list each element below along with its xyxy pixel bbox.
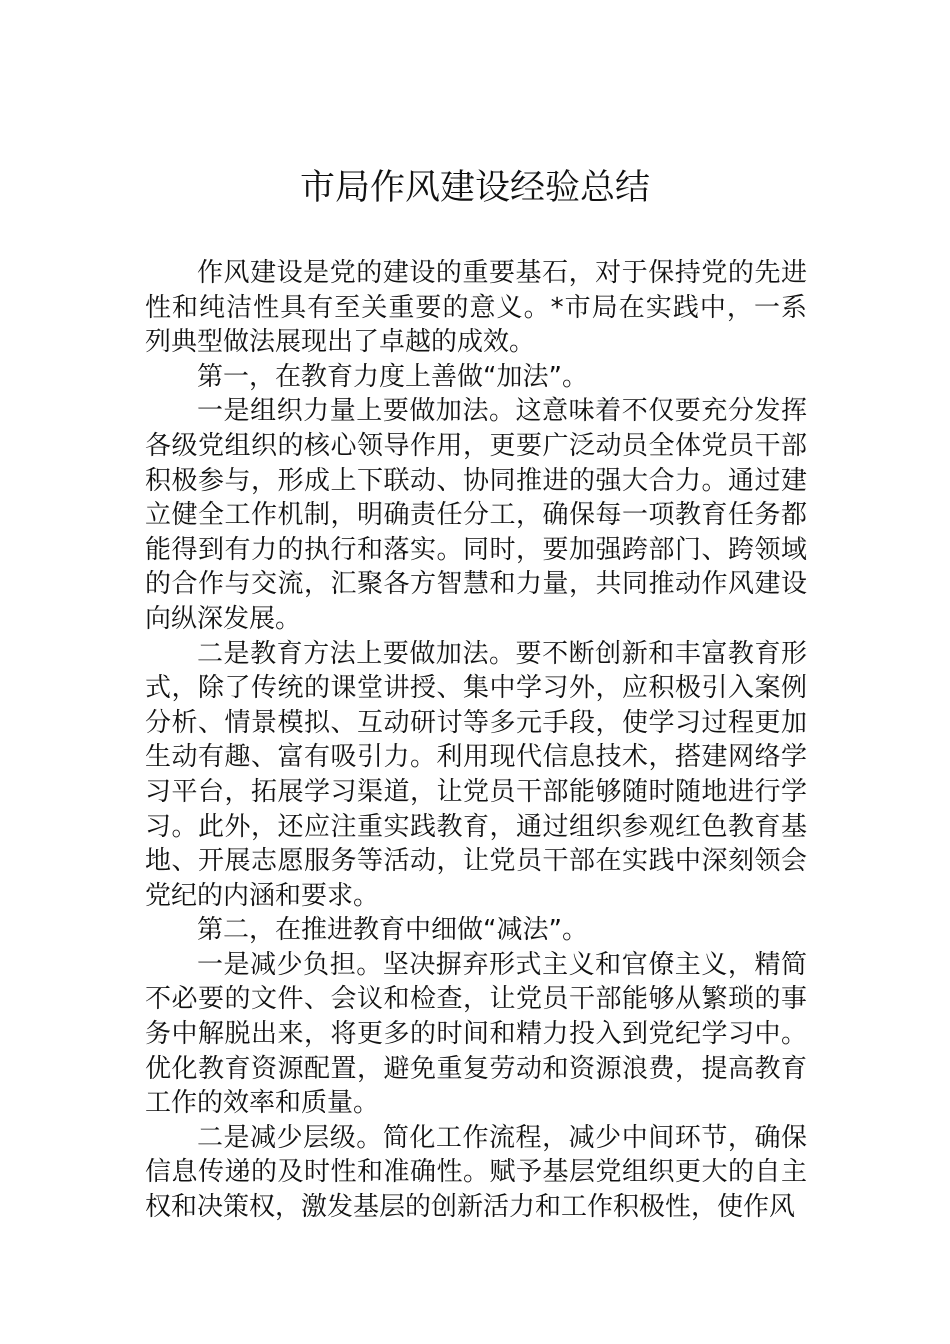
intro-paragraph: 作风建设是党的建设的重要基石，对于保持党的先进性和纯洁性具有至关重要的意义。*市局在实践中，一系列典型做法展现出了卓越的成效。 [145, 258, 807, 358]
paragraph-organization: 一是组织力量上要做加法。这意味着不仅要充分发挥各级党组织的核心领导作用，更要广泛动员全体党员干部积极参与，形成上下联动、协同推进的强大合力。通过建立健全工作机制，明确责任分工，确保每一项教育任务都能得到有力的执行和落实。同时，要加强跨部门、跨领域的合作与交流，汇聚各方智慧和力量，共同推动作风建设向纵深发展。 [145, 396, 807, 634]
paragraph-reduce-burden: 一是减少负担。坚决摒弃形式主义和官僚主义，精简不必要的文件、会议和检查，让党员干部能够从繁琐的事务中解脱出来，将更多的时间和精力投入到党纪学习中。优化教育资源配置，避免重复劳动和资源浪费，提高教育工作的效率和质量。 [145, 949, 807, 1119]
document-body [145, 256, 807, 1225]
document-title: 市局作风建设经验总结 [299, 168, 650, 208]
paragraph-reduce-levels: 二是减少层级。简化工作流程，减少中间环节，确保信息传递的及时性和准确性。赋予基层党组织更大的自主权和决策权，激发基层的创新活力和工作积极性，使作风 [145, 1122, 807, 1223]
section-heading-1: 第一，在教育力度上善做“加法”。 [197, 361, 588, 392]
section-heading-2: 第二，在推进教育中细做“减法”。 [197, 915, 588, 946]
paragraph-education-method: 二是教育方法上要做加法。要不断创新和丰富教育形式，除了传统的课堂讲授、集中学习外，应积极引入案例分析、情景模拟、互动研讨等多元手段，使学习过程更加生动有趣、富有吸引力。利用现代信息技术，搭建网络学习平台，拓展学习渠道，让党员干部能够随时随地进行学习。此外，还应注重实践教育，通过组织参观红色教育基地、开展志愿服务等活动，让党员干部在实践中深刻领会党纪的内涵和要求。 [145, 638, 807, 911]
